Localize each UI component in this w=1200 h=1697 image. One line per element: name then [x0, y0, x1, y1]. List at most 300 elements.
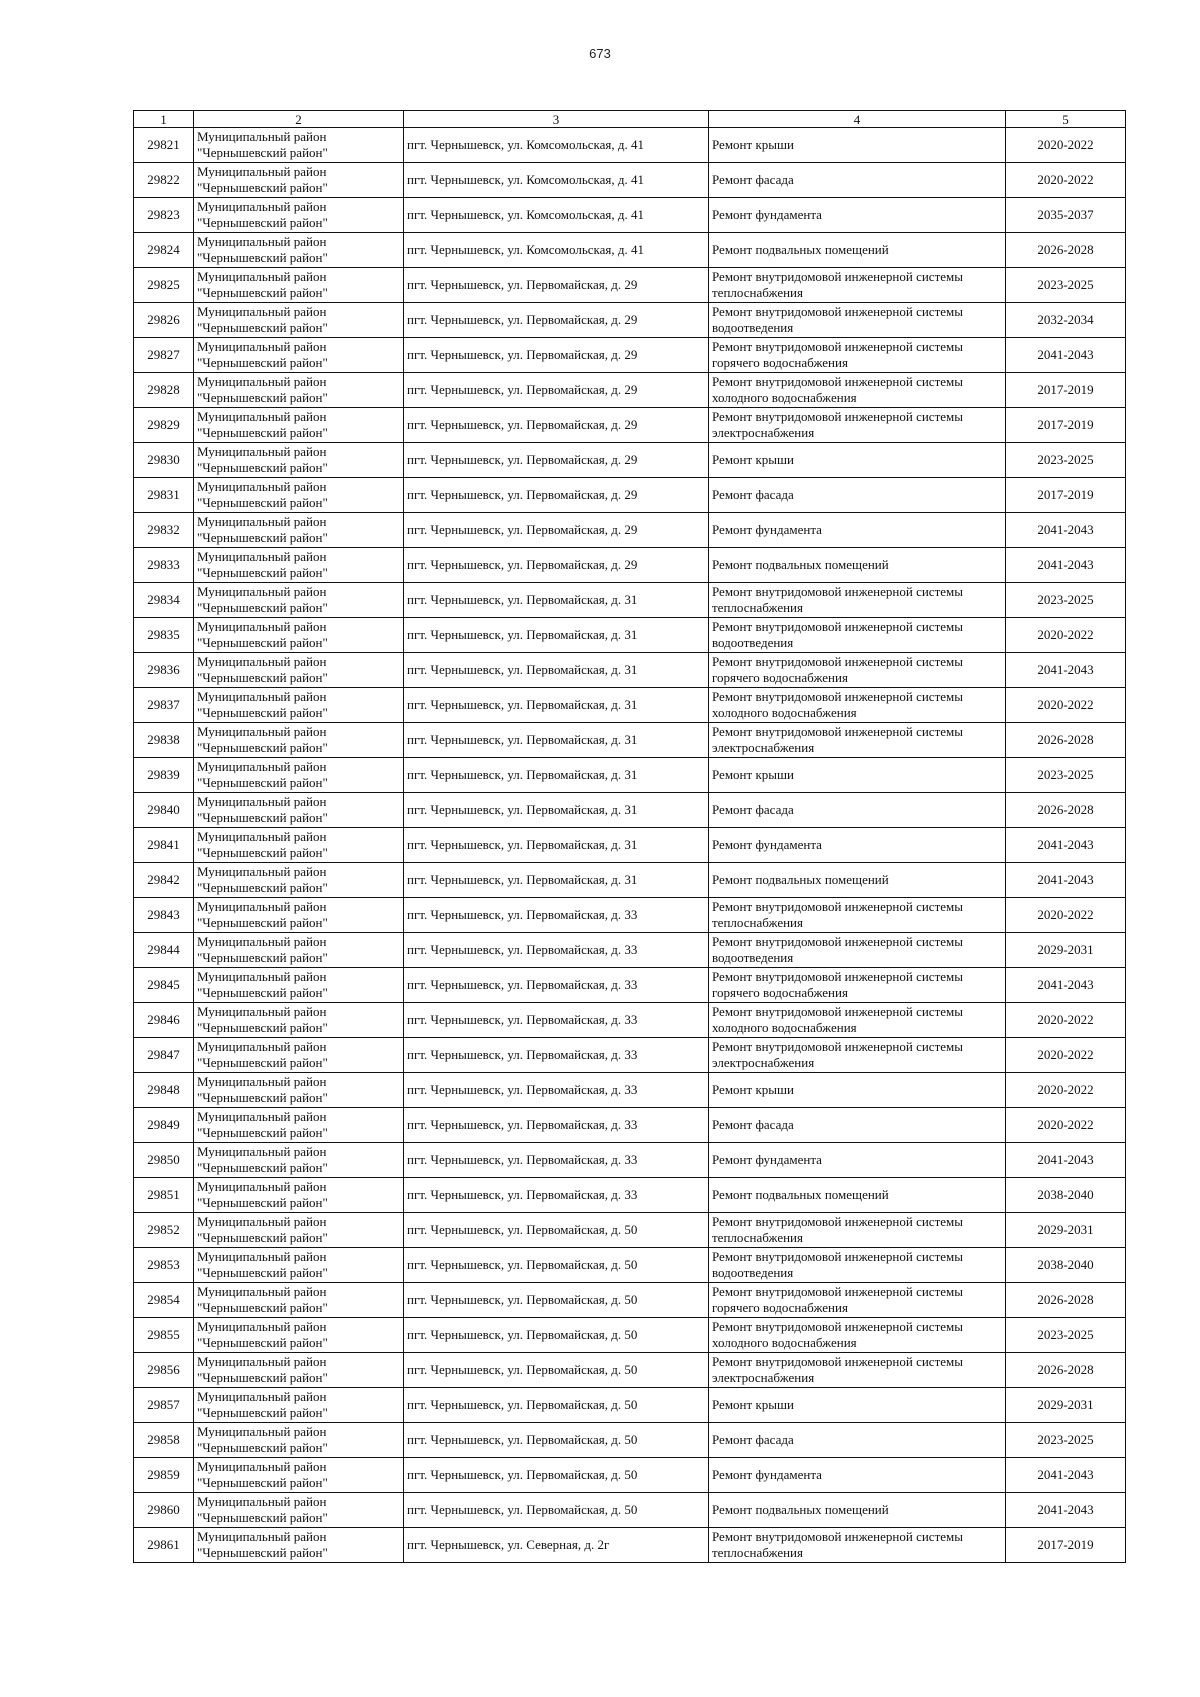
municipality-line: Муниципальный район — [197, 549, 327, 564]
municipality-line: Муниципальный район — [197, 129, 327, 144]
table-row — [134, 688, 1126, 723]
municipality-line: "Чернышевский район" — [197, 250, 328, 265]
address-cell: пгт. Чернышевск, ул. Первомайская, д. 29 — [404, 478, 709, 513]
row-number-cell: 29838 — [134, 723, 194, 758]
municipality-cell — [194, 583, 404, 618]
work-type-line: холодного водоснабжения — [712, 1335, 857, 1350]
municipality-cell — [194, 1318, 404, 1353]
row-number-cell: 29827 — [134, 338, 194, 373]
row-number-cell: 29840 — [134, 793, 194, 828]
work-type-cell — [709, 1423, 1006, 1458]
row-number-cell: 29839 — [134, 758, 194, 793]
work-type-cell — [709, 128, 1006, 163]
address-cell: пгт. Чернышевск, ул. Первомайская, д. 33 — [404, 1003, 709, 1038]
column-header-4: 4 — [709, 111, 1006, 128]
work-type-line: холодного водоснабжения — [712, 705, 857, 720]
table-row — [134, 1003, 1126, 1038]
municipality-line: Муниципальный район — [197, 1529, 327, 1544]
municipality-cell — [194, 338, 404, 373]
work-type-line: Ремонт фасада — [712, 1432, 794, 1447]
table-row — [134, 1423, 1126, 1458]
row-number-cell: 29856 — [134, 1353, 194, 1388]
work-type-line: Ремонт внутридомовой инженерной системы — [712, 1319, 963, 1334]
address-cell: пгт. Чернышевск, ул. Первомайская, д. 29 — [404, 548, 709, 583]
municipality-cell — [194, 618, 404, 653]
municipality-line: "Чернышевский район" — [197, 1370, 328, 1385]
municipality-line: Муниципальный район — [197, 969, 327, 984]
work-type-line: теплоснабжения — [712, 915, 803, 930]
work-type-line: Ремонт внутридомовой инженерной системы — [712, 1529, 963, 1544]
years-cell: 2020-2022 — [1006, 688, 1126, 723]
row-number-cell: 29842 — [134, 863, 194, 898]
municipality-cell — [194, 723, 404, 758]
work-type-cell — [709, 1493, 1006, 1528]
municipality-line: Муниципальный район — [197, 1459, 327, 1474]
municipality-line: Муниципальный район — [197, 409, 327, 424]
municipality-line: "Чернышевский район" — [197, 810, 328, 825]
municipality-cell — [194, 303, 404, 338]
municipality-line: "Чернышевский район" — [197, 425, 328, 440]
row-number-cell: 29826 — [134, 303, 194, 338]
work-type-line: теплоснабжения — [712, 600, 803, 615]
municipality-cell — [194, 1353, 404, 1388]
years-cell: 2029-2031 — [1006, 1213, 1126, 1248]
work-type-line: Ремонт крыши — [712, 137, 794, 152]
table-row — [134, 1143, 1126, 1178]
municipality-line: "Чернышевский район" — [197, 1440, 328, 1455]
work-type-cell — [709, 373, 1006, 408]
years-cell: 2020-2022 — [1006, 128, 1126, 163]
work-type-cell — [709, 618, 1006, 653]
address-cell: пгт. Чернышевск, ул. Комсомольская, д. 41 — [404, 163, 709, 198]
work-type-cell — [709, 1213, 1006, 1248]
municipality-cell — [194, 163, 404, 198]
municipality-line: "Чернышевский район" — [197, 1195, 328, 1210]
municipality-line: "Чернышевский район" — [197, 880, 328, 895]
address-cell: пгт. Чернышевск, ул. Первомайская, д. 31 — [404, 618, 709, 653]
work-type-line: водоотведения — [712, 950, 794, 965]
work-type-cell — [709, 1458, 1006, 1493]
work-type-line: горячего водоснабжения — [712, 355, 848, 370]
table-row — [134, 723, 1126, 758]
municipality-cell — [194, 1003, 404, 1038]
municipality-line: "Чернышевский район" — [197, 495, 328, 510]
work-type-cell — [709, 1003, 1006, 1038]
municipality-line: Муниципальный район — [197, 1424, 327, 1439]
table-row — [134, 933, 1126, 968]
municipality-line: Муниципальный район — [197, 1004, 327, 1019]
work-type-line: Ремонт внутридомовой инженерной системы — [712, 269, 963, 284]
work-type-line: Ремонт фасада — [712, 172, 794, 187]
address-cell: пгт. Чернышевск, ул. Первомайская, д. 50 — [404, 1248, 709, 1283]
work-type-line: теплоснабжения — [712, 1230, 803, 1245]
municipality-line: Муниципальный район — [197, 934, 327, 949]
municipality-line: Муниципальный район — [197, 1354, 327, 1369]
municipality-cell — [194, 1213, 404, 1248]
work-type-cell — [709, 1143, 1006, 1178]
work-type-line: Ремонт внутридомовой инженерной системы — [712, 374, 963, 389]
municipality-cell — [194, 1283, 404, 1318]
years-cell: 2041-2043 — [1006, 338, 1126, 373]
municipality-line: "Чернышевский район" — [197, 1335, 328, 1350]
municipality-line: Муниципальный район — [197, 269, 327, 284]
years-cell: 2017-2019 — [1006, 373, 1126, 408]
years-cell: 2023-2025 — [1006, 1423, 1126, 1458]
municipality-cell — [194, 373, 404, 408]
municipality-line: Муниципальный район — [197, 584, 327, 599]
years-cell: 2041-2043 — [1006, 1143, 1126, 1178]
address-cell: пгт. Чернышевск, ул. Первомайская, д. 31 — [404, 793, 709, 828]
address-cell: пгт. Чернышевск, ул. Первомайская, д. 29 — [404, 443, 709, 478]
work-type-cell — [709, 233, 1006, 268]
address-cell: пгт. Чернышевск, ул. Первомайская, д. 31 — [404, 828, 709, 863]
address-cell: пгт. Чернышевск, ул. Первомайская, д. 31 — [404, 758, 709, 793]
years-cell: 2017-2019 — [1006, 478, 1126, 513]
table-row — [134, 1493, 1126, 1528]
row-number-cell: 29835 — [134, 618, 194, 653]
table-row — [134, 1318, 1126, 1353]
work-type-cell — [709, 478, 1006, 513]
address-cell: пгт. Чернышевск, ул. Первомайская, д. 33 — [404, 933, 709, 968]
municipality-line: Муниципальный район — [197, 234, 327, 249]
row-number-cell: 29837 — [134, 688, 194, 723]
work-type-line: Ремонт внутридомовой инженерной системы — [712, 1004, 963, 1019]
table-row — [134, 1213, 1126, 1248]
work-type-cell — [709, 1178, 1006, 1213]
work-type-cell — [709, 1108, 1006, 1143]
address-cell: пгт. Чернышевск, ул. Первомайская, д. 29 — [404, 373, 709, 408]
capital-repair-table — [133, 110, 1126, 1563]
years-cell: 2026-2028 — [1006, 1283, 1126, 1318]
years-cell: 2023-2025 — [1006, 583, 1126, 618]
address-cell: пгт. Чернышевск, ул. Первомайская, д. 29 — [404, 513, 709, 548]
work-type-line: Ремонт фасада — [712, 802, 794, 817]
table-row — [134, 513, 1126, 548]
table-row — [134, 163, 1126, 198]
municipality-line: Муниципальный район — [197, 619, 327, 634]
address-cell: пгт. Чернышевск, ул. Первомайская, д. 33 — [404, 1178, 709, 1213]
years-cell: 2026-2028 — [1006, 1353, 1126, 1388]
row-number-cell: 29858 — [134, 1423, 194, 1458]
row-number-cell: 29828 — [134, 373, 194, 408]
work-type-line: Ремонт фундамента — [712, 837, 822, 852]
work-type-cell — [709, 583, 1006, 618]
municipality-line: "Чернышевский район" — [197, 390, 328, 405]
municipality-line: "Чернышевский район" — [197, 985, 328, 1000]
work-type-line: Ремонт крыши — [712, 452, 794, 467]
municipality-line: "Чернышевский район" — [197, 1160, 328, 1175]
municipality-cell — [194, 968, 404, 1003]
work-type-line: Ремонт фасада — [712, 487, 794, 502]
row-number-cell: 29824 — [134, 233, 194, 268]
work-type-cell — [709, 1038, 1006, 1073]
work-type-line: Ремонт фундамента — [712, 207, 822, 222]
row-number-cell: 29833 — [134, 548, 194, 583]
years-cell: 2041-2043 — [1006, 1493, 1126, 1528]
row-number-cell: 29844 — [134, 933, 194, 968]
table-row — [134, 443, 1126, 478]
years-cell: 2023-2025 — [1006, 443, 1126, 478]
work-type-cell — [709, 1318, 1006, 1353]
municipality-line: Муниципальный район — [197, 514, 327, 529]
municipality-line: "Чернышевский район" — [197, 145, 328, 160]
work-type-line: Ремонт внутридомовой инженерной системы — [712, 654, 963, 669]
municipality-line: "Чернышевский район" — [197, 355, 328, 370]
municipality-cell — [194, 1388, 404, 1423]
row-number-cell: 29830 — [134, 443, 194, 478]
row-number-cell: 29829 — [134, 408, 194, 443]
work-type-line: Ремонт внутридомовой инженерной системы — [712, 1039, 963, 1054]
municipality-line: Муниципальный район — [197, 339, 327, 354]
work-type-line: холодного водоснабжения — [712, 1020, 857, 1035]
municipality-cell — [194, 548, 404, 583]
years-cell: 2041-2043 — [1006, 653, 1126, 688]
table-row — [134, 128, 1126, 163]
years-cell: 2023-2025 — [1006, 758, 1126, 793]
years-cell: 2035-2037 — [1006, 198, 1126, 233]
municipality-line: Муниципальный район — [197, 794, 327, 809]
work-type-line: Ремонт внутридомовой инженерной системы — [712, 934, 963, 949]
work-type-line: Ремонт крыши — [712, 1397, 794, 1412]
address-cell: пгт. Чернышевск, ул. Северная, д. 2г — [404, 1528, 709, 1563]
work-type-line: Ремонт внутридомовой инженерной системы — [712, 1249, 963, 1264]
work-type-cell — [709, 513, 1006, 548]
row-number-cell: 29832 — [134, 513, 194, 548]
years-cell: 2041-2043 — [1006, 863, 1126, 898]
municipality-line: Муниципальный район — [197, 899, 327, 914]
row-number-cell: 29843 — [134, 898, 194, 933]
row-number-cell: 29860 — [134, 1493, 194, 1528]
table-row — [134, 303, 1126, 338]
address-cell: пгт. Чернышевск, ул. Первомайская, д. 33 — [404, 1143, 709, 1178]
address-cell: пгт. Чернышевск, ул. Первомайская, д. 31 — [404, 723, 709, 758]
municipality-line: "Чернышевский район" — [197, 1090, 328, 1105]
municipality-line: Муниципальный район — [197, 1214, 327, 1229]
work-type-line: теплоснабжения — [712, 285, 803, 300]
work-type-cell — [709, 653, 1006, 688]
table-row — [134, 618, 1126, 653]
years-cell: 2017-2019 — [1006, 408, 1126, 443]
table-row — [134, 828, 1126, 863]
address-cell: пгт. Чернышевск, ул. Комсомольская, д. 41 — [404, 233, 709, 268]
municipality-line: Муниципальный район — [197, 654, 327, 669]
municipality-cell — [194, 863, 404, 898]
work-type-cell — [709, 1283, 1006, 1318]
table-row — [134, 268, 1126, 303]
municipality-line: Муниципальный район — [197, 1109, 327, 1124]
work-type-line: Ремонт внутридомовой инженерной системы — [712, 899, 963, 914]
years-cell: 2020-2022 — [1006, 618, 1126, 653]
municipality-line: "Чернышевский район" — [197, 600, 328, 615]
work-type-cell — [709, 758, 1006, 793]
work-type-line: горячего водоснабжения — [712, 1300, 848, 1315]
work-type-line: Ремонт внутридомовой инженерной системы — [712, 1214, 963, 1229]
municipality-line: "Чернышевский район" — [197, 530, 328, 545]
municipality-cell — [194, 1143, 404, 1178]
work-type-cell — [709, 303, 1006, 338]
work-type-line: водоотведения — [712, 1265, 794, 1280]
municipality-line: "Чернышевский район" — [197, 215, 328, 230]
municipality-cell — [194, 898, 404, 933]
work-type-line: горячего водоснабжения — [712, 985, 848, 1000]
municipality-line: "Чернышевский район" — [197, 1545, 328, 1560]
municipality-line: "Чернышевский район" — [197, 1405, 328, 1420]
years-cell: 2023-2025 — [1006, 268, 1126, 303]
municipality-line: Муниципальный район — [197, 1144, 327, 1159]
years-cell: 2026-2028 — [1006, 723, 1126, 758]
municipality-cell — [194, 793, 404, 828]
row-number-cell: 29823 — [134, 198, 194, 233]
work-type-cell — [709, 1353, 1006, 1388]
municipality-line: Муниципальный район — [197, 1389, 327, 1404]
work-type-cell — [709, 968, 1006, 1003]
work-type-line: Ремонт фундамента — [712, 1152, 822, 1167]
row-number-cell: 29846 — [134, 1003, 194, 1038]
work-type-cell — [709, 268, 1006, 303]
row-number-cell: 29851 — [134, 1178, 194, 1213]
work-type-line: Ремонт фундамента — [712, 1467, 822, 1482]
work-type-line: Ремонт фундамента — [712, 522, 822, 537]
years-cell: 2038-2040 — [1006, 1248, 1126, 1283]
municipality-line: "Чернышевский район" — [197, 775, 328, 790]
work-type-cell — [709, 1528, 1006, 1563]
table-row — [134, 863, 1126, 898]
table-row — [134, 1073, 1126, 1108]
years-cell: 2041-2043 — [1006, 828, 1126, 863]
work-type-line: Ремонт внутридомовой инженерной системы — [712, 584, 963, 599]
table-row — [134, 1283, 1126, 1318]
row-number-cell: 29836 — [134, 653, 194, 688]
municipality-line: Муниципальный район — [197, 1284, 327, 1299]
address-cell: пгт. Чернышевск, ул. Первомайская, д. 29 — [404, 268, 709, 303]
municipality-line: "Чернышевский район" — [197, 705, 328, 720]
municipality-cell — [194, 1493, 404, 1528]
years-cell: 2020-2022 — [1006, 898, 1126, 933]
work-type-cell — [709, 688, 1006, 723]
row-number-cell: 29831 — [134, 478, 194, 513]
municipality-line: "Чернышевский район" — [197, 1020, 328, 1035]
row-number-cell: 29859 — [134, 1458, 194, 1493]
table-row — [134, 548, 1126, 583]
work-type-line: водоотведения — [712, 320, 794, 335]
work-type-line: Ремонт внутридомовой инженерной системы — [712, 689, 963, 704]
work-type-line: горячего водоснабжения — [712, 670, 848, 685]
column-header-5: 5 — [1006, 111, 1126, 128]
municipality-line: Муниципальный район — [197, 759, 327, 774]
work-type-line: холодного водоснабжения — [712, 390, 857, 405]
years-cell: 2032-2034 — [1006, 303, 1126, 338]
table-row — [134, 1388, 1126, 1423]
municipality-cell — [194, 688, 404, 723]
municipality-line: Муниципальный район — [197, 1319, 327, 1334]
row-number-cell: 29848 — [134, 1073, 194, 1108]
work-type-line: электроснабжения — [712, 740, 815, 755]
work-type-cell — [709, 163, 1006, 198]
municipality-line: Муниципальный район — [197, 829, 327, 844]
row-number-cell: 29855 — [134, 1318, 194, 1353]
municipality-cell — [194, 478, 404, 513]
address-cell: пгт. Чернышевск, ул. Первомайская, д. 50 — [404, 1283, 709, 1318]
work-type-cell — [709, 1388, 1006, 1423]
row-number-cell: 29841 — [134, 828, 194, 863]
municipality-line: "Чернышевский район" — [197, 1055, 328, 1070]
work-type-line: электроснабжения — [712, 425, 815, 440]
work-type-line: Ремонт внутридомовой инженерной системы — [712, 1354, 963, 1369]
years-cell: 2038-2040 — [1006, 1178, 1126, 1213]
work-type-line: Ремонт крыши — [712, 1082, 794, 1097]
municipality-line: "Чернышевский район" — [197, 565, 328, 580]
row-number-cell: 29861 — [134, 1528, 194, 1563]
work-type-line: Ремонт внутридомовой инженерной системы — [712, 724, 963, 739]
work-type-line: Ремонт фасада — [712, 1117, 794, 1132]
years-cell: 2029-2031 — [1006, 933, 1126, 968]
work-type-cell — [709, 828, 1006, 863]
municipality-cell — [194, 443, 404, 478]
work-type-line: Ремонт крыши — [712, 767, 794, 782]
page-number: 673 — [589, 46, 611, 61]
table-row — [134, 1528, 1126, 1563]
address-cell: пгт. Чернышевск, ул. Первомайская, д. 50 — [404, 1423, 709, 1458]
municipality-line: Муниципальный район — [197, 1039, 327, 1054]
address-cell: пгт. Чернышевск, ул. Первомайская, д. 50 — [404, 1493, 709, 1528]
municipality-line: "Чернышевский район" — [197, 740, 328, 755]
row-number-cell: 29847 — [134, 1038, 194, 1073]
address-cell: пгт. Чернышевск, ул. Первомайская, д. 50 — [404, 1388, 709, 1423]
row-number-cell: 29825 — [134, 268, 194, 303]
table-row — [134, 338, 1126, 373]
work-type-line: Ремонт внутридомовой инженерной системы — [712, 339, 963, 354]
address-cell: пгт. Чернышевск, ул. Комсомольская, д. 41 — [404, 198, 709, 233]
work-type-line: Ремонт подвальных помещений — [712, 242, 889, 257]
table-row — [134, 198, 1126, 233]
work-type-cell — [709, 723, 1006, 758]
address-cell: пгт. Чернышевск, ул. Первомайская, д. 29 — [404, 338, 709, 373]
municipality-line: Муниципальный район — [197, 1074, 327, 1089]
municipality-line: Муниципальный район — [197, 374, 327, 389]
work-type-cell — [709, 338, 1006, 373]
table-row — [134, 373, 1126, 408]
municipality-line: Муниципальный район — [197, 1249, 327, 1264]
municipality-cell — [194, 408, 404, 443]
municipality-line: Муниципальный район — [197, 724, 327, 739]
table-row — [134, 1458, 1126, 1493]
years-cell: 2029-2031 — [1006, 1388, 1126, 1423]
municipality-line: "Чернышевский район" — [197, 460, 328, 475]
work-type-cell — [709, 863, 1006, 898]
municipality-line: Муниципальный район — [197, 479, 327, 494]
address-cell: пгт. Чернышевск, ул. Первомайская, д. 31 — [404, 863, 709, 898]
municipality-cell — [194, 128, 404, 163]
municipality-line: "Чернышевский район" — [197, 285, 328, 300]
work-type-line: Ремонт подвальных помещений — [712, 1187, 889, 1202]
municipality-cell — [194, 1248, 404, 1283]
column-header-2: 2 — [194, 111, 404, 128]
row-number-cell: 29854 — [134, 1283, 194, 1318]
municipality-line: "Чернышевский район" — [197, 915, 328, 930]
address-cell: пгт. Чернышевск, ул. Первомайская, д. 50 — [404, 1458, 709, 1493]
table-row — [134, 583, 1126, 618]
work-type-line: Ремонт подвальных помещений — [712, 557, 889, 572]
municipality-line: Муниципальный район — [197, 444, 327, 459]
years-cell: 2041-2043 — [1006, 513, 1126, 548]
table-row — [134, 653, 1126, 688]
work-type-line: теплоснабжения — [712, 1545, 803, 1560]
work-type-line: Ремонт внутридомовой инженерной системы — [712, 304, 963, 319]
table-row — [134, 1108, 1126, 1143]
address-cell: пгт. Чернышевск, ул. Первомайская, д. 33 — [404, 898, 709, 933]
address-cell: пгт. Чернышевск, ул. Первомайская, д. 50 — [404, 1353, 709, 1388]
row-number-cell: 29821 — [134, 128, 194, 163]
